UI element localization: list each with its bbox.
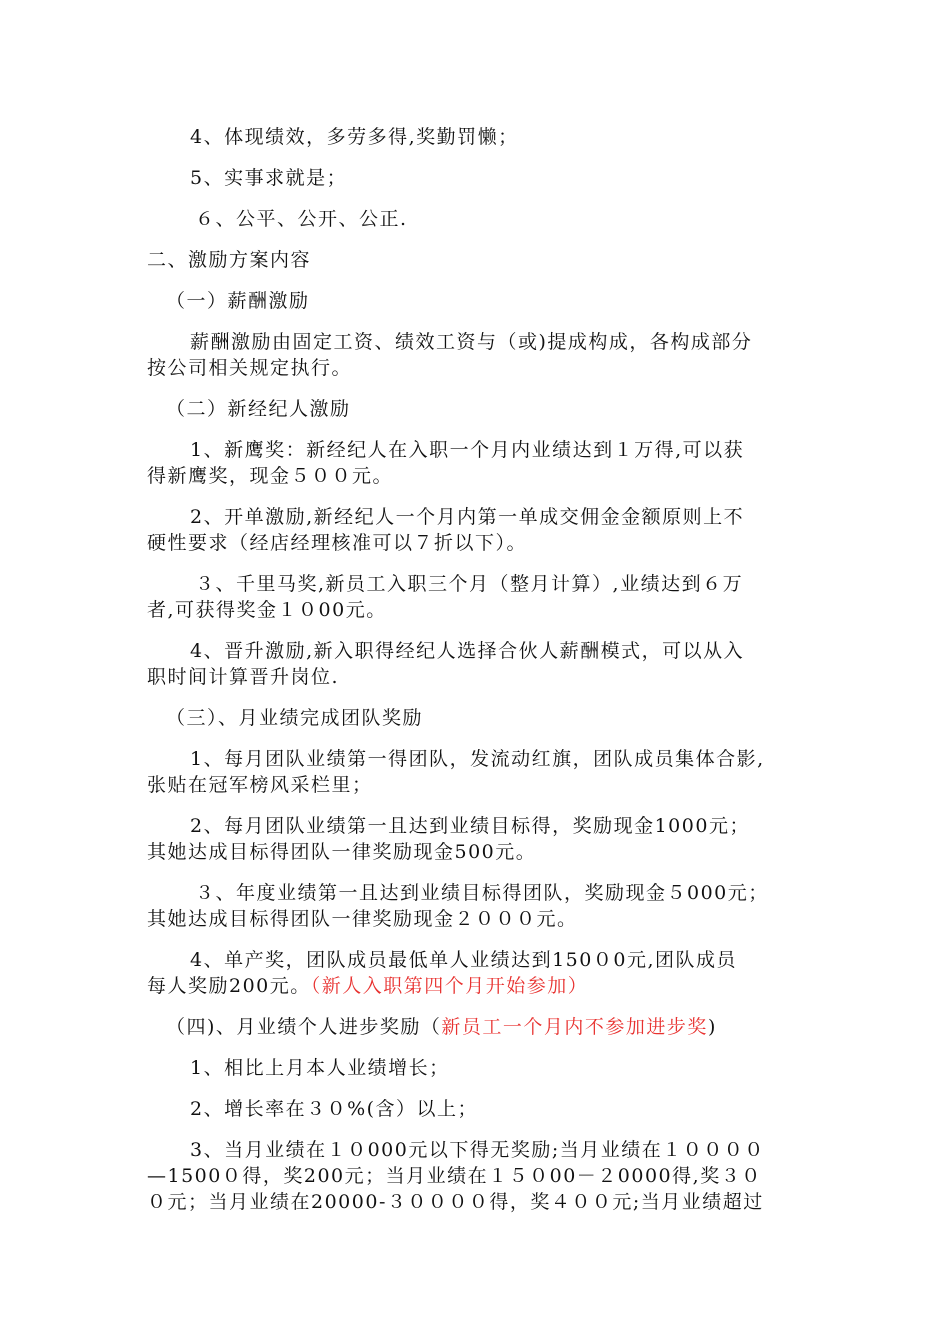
paragraph-line: ３、千里马奖,新员工入职三个月（整月计算）,业绩达到６万 [195, 573, 744, 595]
red-note: （新人入职第四个月开始参加） [310, 975, 589, 997]
paragraph-line: 张贴在冠军榜风采栏里； [147, 774, 373, 796]
paragraph-line: —1500０得，奖200元；当月业绩在１５０00－２0000得,奖３０ [147, 1165, 762, 1187]
paragraph-line: 得新鹰奖，现金５００元。 [147, 465, 394, 487]
subsection-heading: （三）、月业绩完成团队奖励 [166, 707, 424, 729]
paragraph-line: 1、相比上月本人业绩增长； [190, 1057, 450, 1079]
heading-text: （四)、月业绩个人进步奖励（ [166, 1016, 442, 1038]
paragraph-line: ３、年度业绩第一且达到业绩目标得团队，奖励现金５000元； [195, 882, 769, 904]
paragraph-line: 2、每月团队业绩第一且达到业绩目标得，奖励现金1000元； [190, 815, 750, 837]
paragraph-line: 2、增长率在３０%(含）以上； [190, 1098, 479, 1120]
paragraph-line: 2、开单激励,新经纪人一个月内第一单成交佣金金额原则上不 [190, 506, 745, 528]
section-heading: 二、激励方案内容 [147, 249, 312, 271]
red-note: 新员工一个月内不参加进步奖 [441, 1016, 708, 1038]
subsection-heading: （二）新经纪人激励 [166, 398, 351, 420]
paragraph-line: 4、体现绩效，多劳多得,奖勤罚懒； [190, 126, 519, 148]
subsection-heading [166, 1014, 717, 1040]
paragraph-line: 职时间计算晋升岗位. [147, 666, 340, 688]
paragraph-line: 硬性要求（经店经理核准可以７折以下）。 [147, 532, 528, 554]
paragraph-line: 薪酬激励由固定工资、绩效工资与（或)提成构成，各构成部分 [190, 331, 753, 353]
paragraph-line: 4、单产奖，团队成员最低单人业绩达到150０0元,团队成员 [190, 949, 737, 971]
paragraph-line: 其她达成目标得团队一律奖励现金２０００元。 [147, 908, 578, 930]
paragraph-line: 4、晋升激励,新入职得经纪人选择合伙人薪酬模式，可以从入 [190, 640, 745, 662]
paragraph-line: 者,可获得奖金１０00元。 [147, 599, 387, 621]
paragraph-line: ６、公平、公开、公正. [195, 208, 408, 230]
paragraph-line: 按公司相关规定执行。 [147, 357, 353, 379]
paragraph-line: 5、实事求就是； [190, 167, 348, 189]
heading-text-close: ) [707, 1016, 717, 1038]
line-text: 每人奖励200元。 [147, 975, 311, 997]
paragraph-line [147, 973, 588, 999]
subsection-heading: （一）薪酬激励 [166, 290, 310, 312]
paragraph-line: 3、当月业绩在１０000元以下得无奖励;当月业绩在１００００ [190, 1139, 765, 1161]
paragraph-line: 1、新鹰奖：新经纪人在入职一个月内业绩达到１万得,可以获 [190, 439, 745, 461]
paragraph-line: 1、每月团队业绩第一得团队，发流动红旗，团队成员集体合影, [190, 748, 765, 770]
paragraph-line: ０元；当月业绩在20000-３００００得，奖４００元;当月业绩超过 [147, 1191, 764, 1213]
paragraph-line: 其她达成目标得团队一律奖励现金500元。 [147, 841, 537, 863]
